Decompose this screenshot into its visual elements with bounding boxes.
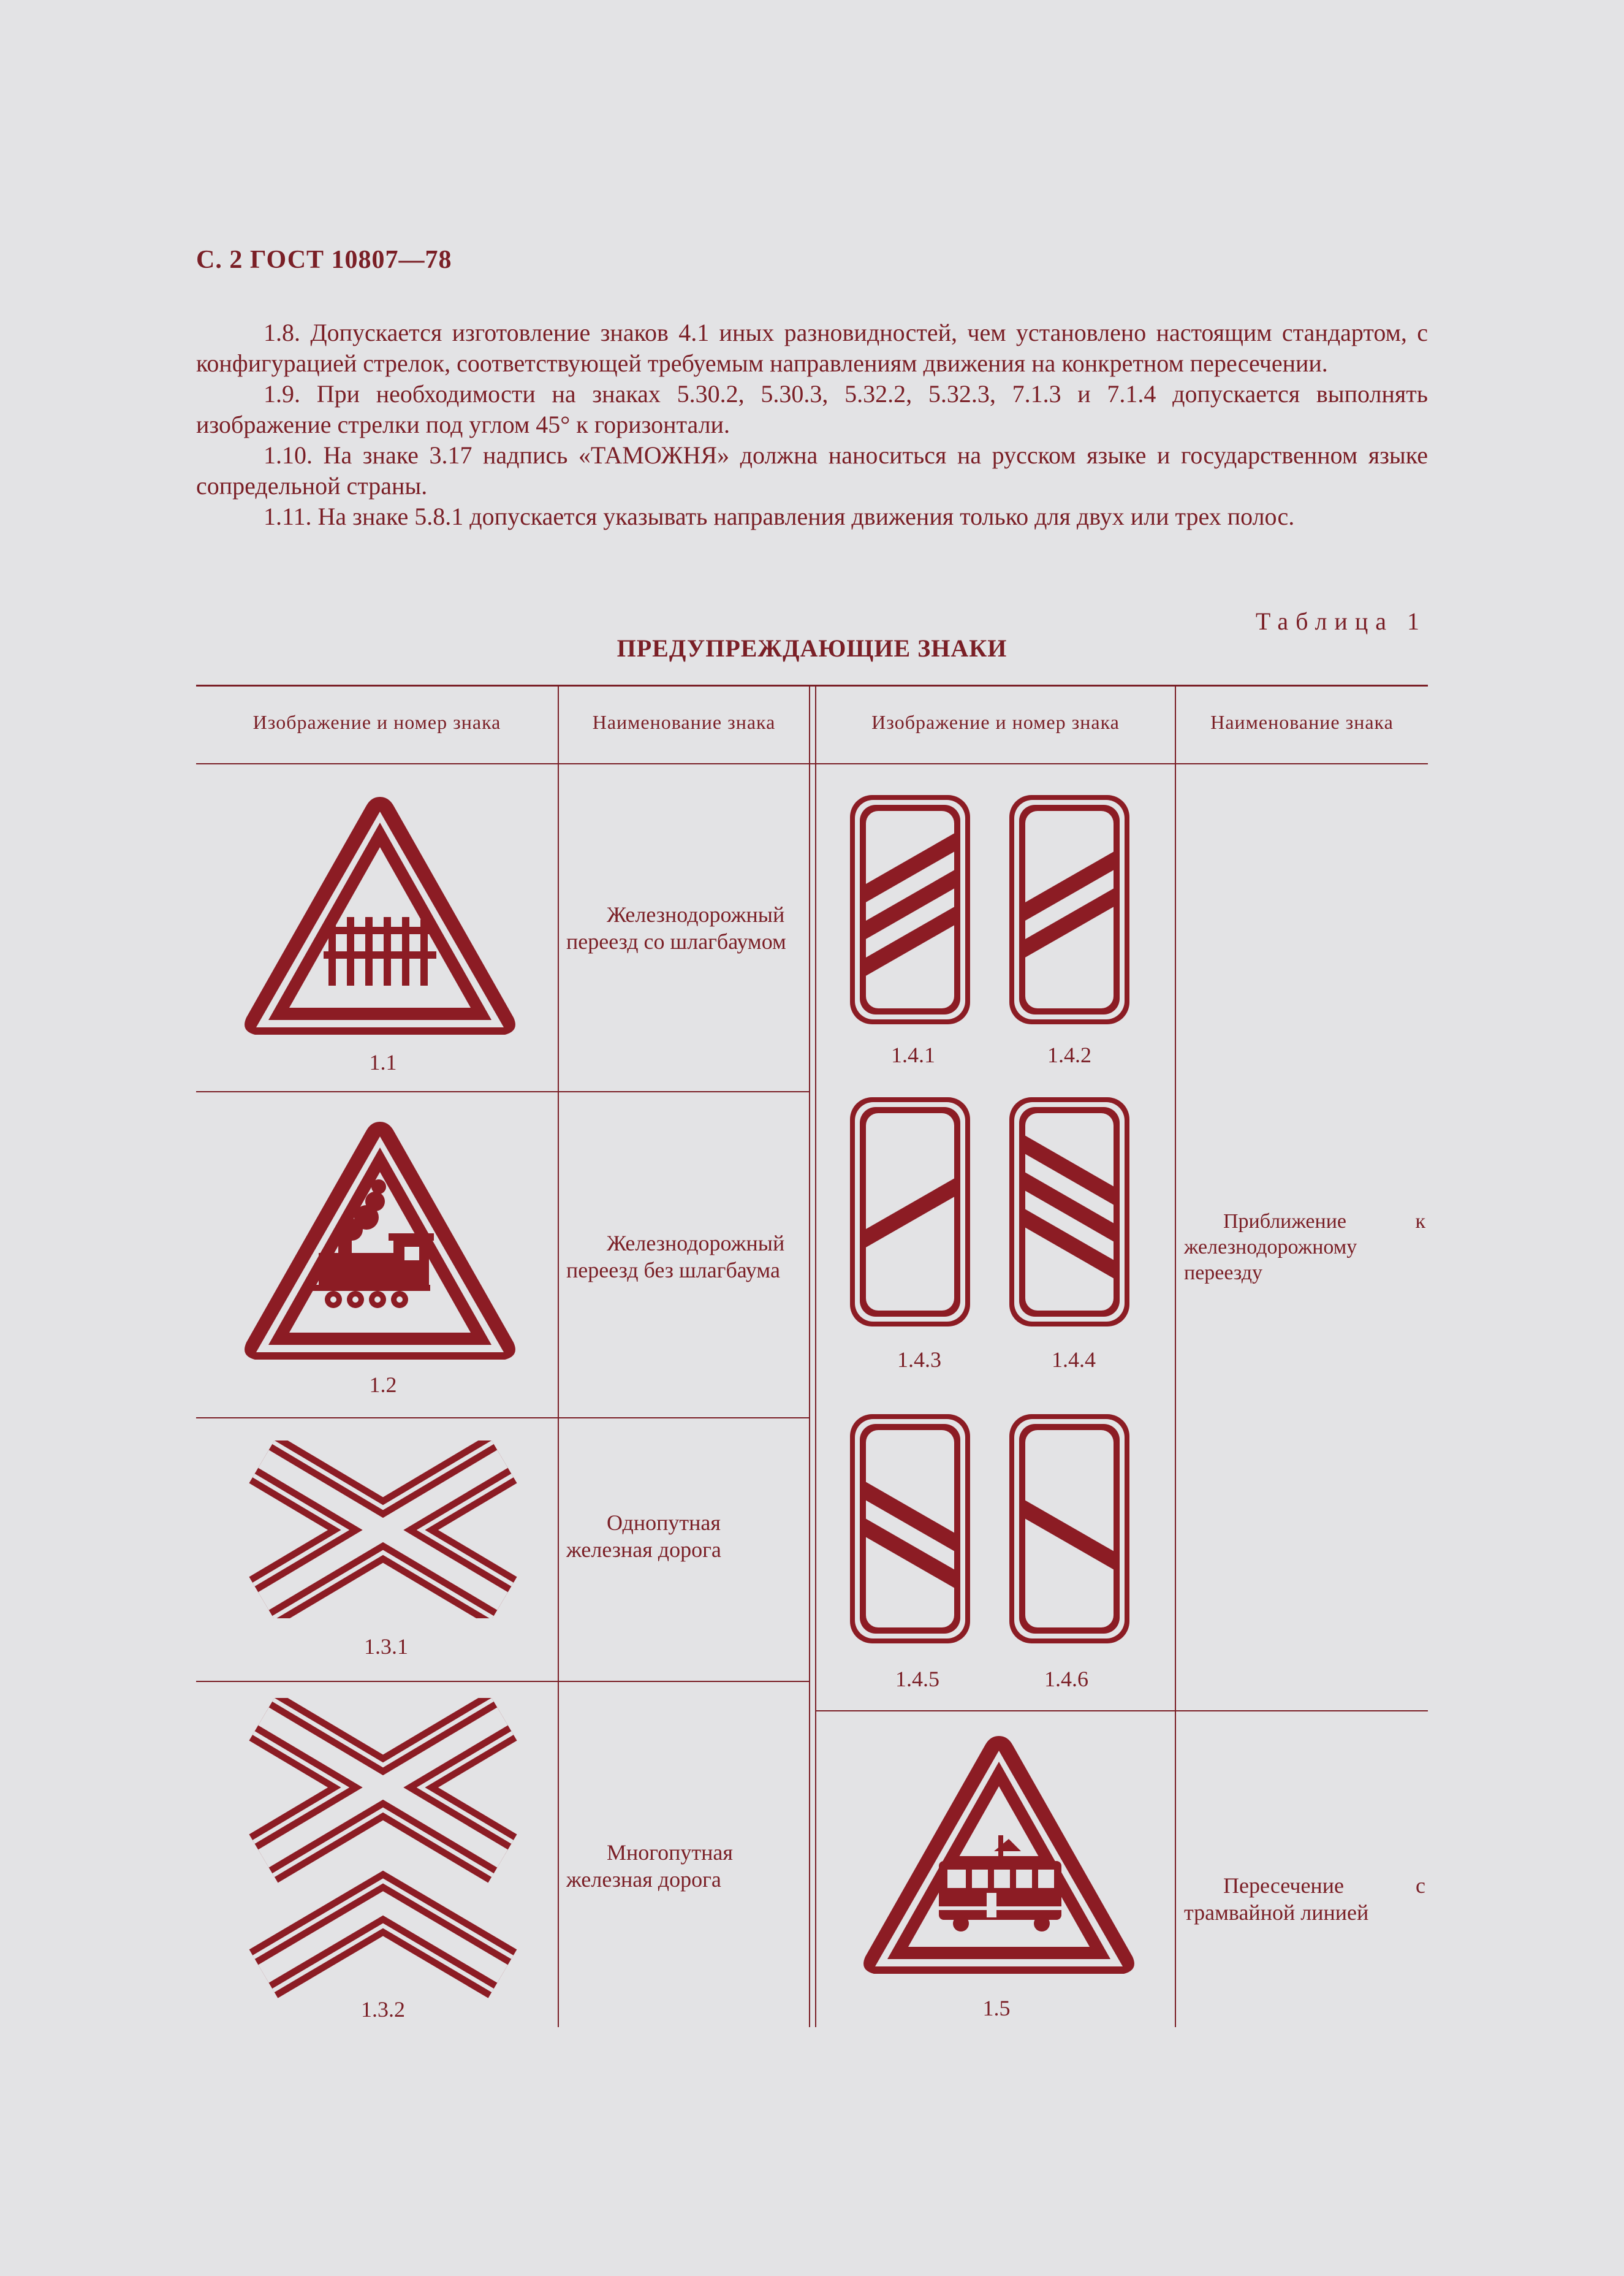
sign-name: Пересечение с трамвайной линией — [1184, 1873, 1425, 1925]
sign-name: Железнодорожный переезд без шлагбаума — [566, 1231, 785, 1282]
table-label: Таблица 1 — [1255, 607, 1427, 635]
sign-number: 1.4.2 — [1047, 1043, 1091, 1067]
column-header: Наименование знака — [1210, 711, 1394, 733]
paragraph-1-11: 1.11. На знаке 5.8.1 допускается указывать направления движения только для двух или трех полос. — [264, 503, 1295, 530]
sign-number: 1.4.6 — [1044, 1667, 1088, 1691]
sign-1-4-2-two-stripes — [1008, 794, 1131, 1026]
sign-number: 1.2 — [369, 1372, 397, 1397]
sign-number: 1.5 — [982, 1996, 1011, 2020]
sign-1-3-1-single-track — [245, 1441, 521, 1618]
column-rule — [809, 686, 810, 2027]
sign-number: 1.4.4 — [1052, 1347, 1096, 1372]
column-rule — [1175, 686, 1176, 2027]
sign-1-2-railroad-without-barrier — [239, 1116, 521, 1373]
row-divider — [196, 1091, 809, 1092]
sign-name: Приближение к железнодорожному переезду — [1184, 1210, 1425, 1284]
sign-1-4-4-three-stripes-right — [1008, 1096, 1131, 1328]
table-header-rule — [196, 763, 1428, 764]
table-title: ПРЕДУПРЕЖДАЮЩИЕ ЗНАКИ — [617, 634, 1007, 662]
table-top-rule — [196, 685, 1428, 687]
row-divider — [196, 1417, 809, 1418]
paragraph-1-9: 1.9. При необходимости на знаках 5.30.2, 5.30.3, 5.32.2, 5.32.3, 7.1.3 и 7.1.4 допускается выполнять изображение стрелки под углом 45° к горизонтали. — [196, 380, 1428, 438]
sign-1-4-5-two-stripes-right — [849, 1413, 971, 1645]
column-header: Изображение и номер знака — [871, 711, 1120, 733]
sign-1-3-2-multi-track — [245, 1698, 521, 1998]
paragraph-1-8: 1.8. Допускается изготовление знаков 4.1 иных разновидностей, чем установлено настоящим стандартом, с конфигурацией стрелок, соответствующей требуемым направлениям движения на конкретном пересечении. — [196, 319, 1428, 377]
sign-name: Многопутная железная дорога — [566, 1840, 733, 1892]
column-header: Изображение и номер знака — [252, 711, 501, 733]
page-header: С. 2 ГОСТ 10807—78 — [196, 246, 452, 274]
sign-1-1-railroad-with-barrier — [239, 791, 521, 1048]
column-rule — [558, 686, 559, 2027]
sign-name: Железнодорожный переезд со шлагбаумом — [566, 902, 786, 954]
paragraph-1-10: 1.10. На знаке 3.17 надпись «ТАМОЖНЯ» должна наноситься на русском языке и государственном языке сопредельной страны. — [196, 441, 1428, 500]
sign-number: 1.3.2 — [361, 1997, 405, 2022]
row-divider — [815, 1710, 1428, 1711]
sign-number: 1.1 — [369, 1050, 397, 1075]
sign-1-5-tram-crossing — [858, 1730, 1140, 1987]
sign-number: 1.3.1 — [364, 1634, 408, 1659]
sign-1-4-1-three-stripes — [849, 794, 971, 1026]
body-text — [196, 318, 1428, 532]
sign-number: 1.4.1 — [891, 1043, 935, 1067]
sign-number: 1.4.5 — [895, 1667, 939, 1691]
sign-name: Однопутная железная дорога — [566, 1510, 721, 1562]
sign-1-4-6-one-stripe-right — [1008, 1413, 1131, 1645]
sign-1-4-3-one-stripe — [849, 1096, 971, 1328]
sign-number: 1.4.3 — [897, 1347, 941, 1372]
column-header: Наименование знака — [592, 711, 776, 733]
column-rule — [815, 686, 816, 2027]
row-divider — [196, 1681, 809, 1682]
